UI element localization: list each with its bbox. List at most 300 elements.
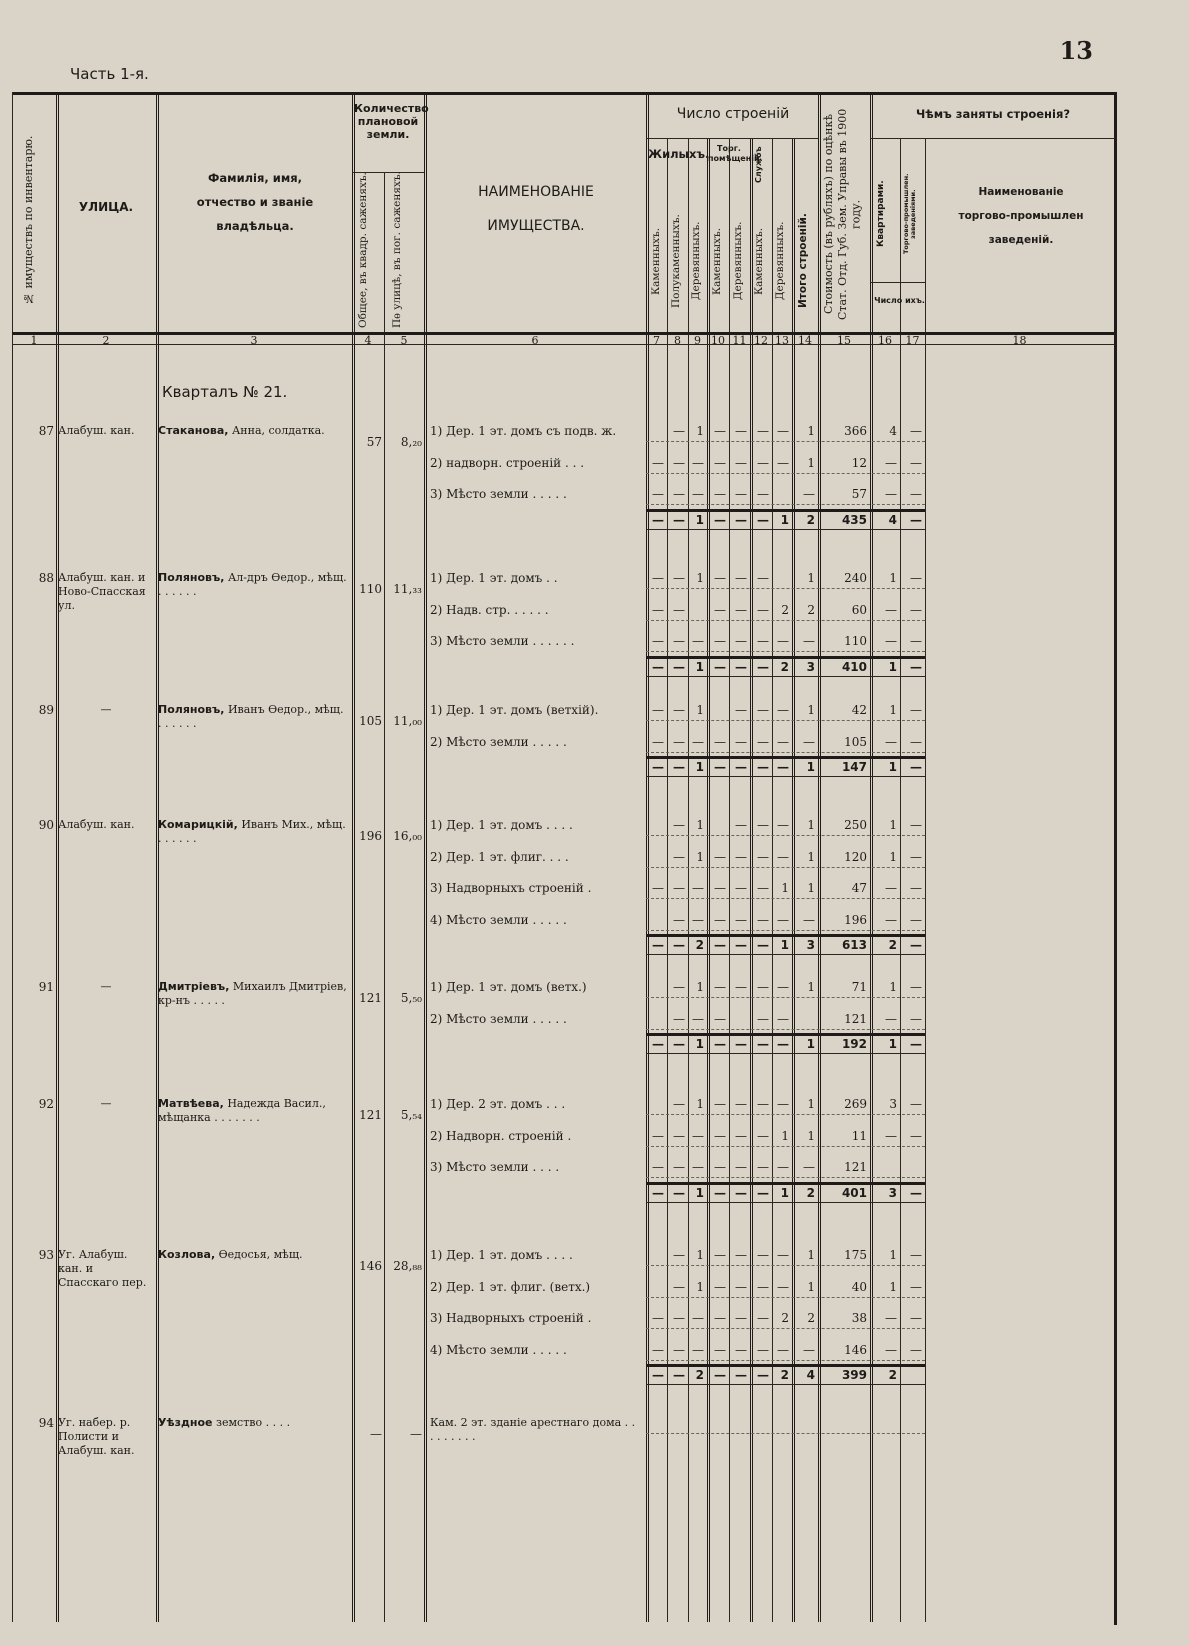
total-c7: — [652, 938, 664, 952]
cell-c15: 57 [851, 487, 867, 501]
entry-street: — [100, 703, 112, 716]
cell-c17: — [910, 1311, 922, 1325]
land-total: 121 [359, 1108, 382, 1122]
total-c14: 2 [806, 1185, 815, 1200]
total-c11: — [735, 512, 747, 527]
land-total: 196 [359, 829, 382, 843]
cell-c14: — [803, 634, 815, 648]
property-item: 2) надворн. строеній . . . [430, 455, 585, 470]
total-c11: — [735, 1185, 747, 1200]
total-c16: 2 [888, 938, 897, 952]
cell-c16: 1 [889, 1248, 897, 1262]
item-underline [646, 1146, 925, 1147]
item-underline [646, 1177, 925, 1178]
cell-c11: — [735, 703, 747, 717]
owner-surname: Поляновъ, [158, 571, 225, 584]
total-c10: — [714, 938, 726, 952]
item-underline [646, 1265, 925, 1266]
cell-c12: — [757, 1342, 769, 1357]
total-c17: — [910, 760, 922, 774]
cell-c16: — [885, 734, 897, 749]
total-c13: 1 [780, 512, 789, 527]
cell-c15: 366 [844, 424, 867, 438]
total-c12: — [757, 1037, 769, 1051]
col-header-total-buildings: Итого строеній. [797, 213, 809, 309]
item-underline [646, 1297, 925, 1298]
col-header-trade-establishments: Торгово-промышлен. заведеніями. [902, 173, 918, 255]
land-street: 11,₃₃ [393, 582, 422, 596]
cell-c13: — [777, 849, 789, 864]
column-number: 1 [30, 334, 38, 347]
column-number: 17 [905, 334, 920, 347]
entry-number: 87 [38, 424, 54, 438]
total-c7: — [652, 1368, 664, 1382]
cell-c17: — [910, 1248, 922, 1262]
cell-c9: — [692, 912, 704, 927]
column-number: 7 [653, 334, 660, 347]
cell-c8: — [673, 424, 685, 438]
total-c9: 2 [695, 938, 704, 952]
property-item: 3) Надворныхъ строеній . [430, 1311, 592, 1325]
subtotal-bottom-rule [646, 676, 925, 677]
property-item: 1) Дер. 2 эт. домъ . . . [430, 1097, 566, 1111]
property-item: 1) Дер. 1 эт. домъ (ветхій). [430, 703, 599, 717]
cell-c12: — [757, 881, 769, 895]
cell-c14: 1 [807, 1248, 815, 1262]
subtotal-bottom-rule [646, 776, 925, 777]
cell-c17: — [910, 734, 922, 749]
item-underline [646, 997, 925, 998]
total-c11: — [735, 938, 747, 952]
cell-c16: — [885, 1311, 897, 1325]
total-c8: — [673, 659, 685, 674]
cell-c15: 146 [844, 1342, 867, 1357]
cell-c10: — [714, 980, 726, 994]
cell-c10: — [714, 849, 726, 864]
cell-c8: — [673, 1311, 685, 1325]
cell-c11: — [735, 849, 747, 864]
entry-number: 89 [38, 703, 54, 717]
property-item: Кам. 2 эт. зданіе арестнаго дома . . . . . . . . . [430, 1416, 636, 1443]
cell-c17: — [910, 571, 922, 585]
cell-c16: 1 [889, 1279, 897, 1294]
owner-surname: Стаканова, [158, 424, 229, 437]
cell-c12: — [757, 1160, 769, 1174]
column-number: 12 [754, 334, 768, 347]
cell-c10: — [714, 455, 726, 470]
subtotal-rule [646, 1364, 925, 1367]
column-number: 5 [400, 334, 408, 347]
cell-c14: 1 [807, 818, 815, 832]
cell-c9: — [692, 634, 704, 648]
entry-owner [158, 703, 350, 731]
owner-details: земство . . . . [212, 1416, 291, 1429]
cell-c9: — [692, 487, 704, 501]
cell-c12: — [757, 849, 769, 864]
cell-c11: — [735, 1128, 747, 1143]
item-underline [646, 898, 925, 899]
cell-c13: — [777, 1342, 789, 1357]
item-underline [646, 504, 925, 505]
entry-owner [158, 1416, 350, 1430]
col-header-service: Службъ [754, 146, 763, 183]
cell-c14: — [803, 1160, 815, 1174]
cell-c15: 110 [844, 634, 867, 648]
cell-c15: 11 [851, 1128, 867, 1143]
column-number: 14 [798, 334, 812, 347]
owner-details: Иванъ Ѳедор., мѣщ. . . . . . . [158, 703, 344, 730]
entry-number: 90 [38, 818, 54, 832]
column-number: 10 [711, 334, 725, 347]
item-underline [646, 1029, 925, 1030]
item-underline [646, 1328, 925, 1329]
entry-street: Алабуш. кан. [58, 424, 135, 437]
property-item: 3) Надворныхъ строеній . [430, 881, 592, 895]
owner-details: Ал-дръ Ѳедор., мѣщ. . . . . . . [158, 571, 347, 598]
cell-c13: — [777, 703, 789, 717]
cell-c17: — [910, 703, 922, 717]
col-header-value: Стоимость (въ рубляхъ) по оцѣнкѣ Стат. Отд. Губ. Зем. Управы въ 1900 году. [822, 108, 863, 320]
cell-c17: — [910, 980, 922, 994]
col-header-occupancy: Чѣмъ заняты строенія? [916, 107, 1070, 121]
total-c11: — [735, 1368, 747, 1382]
total-c7: — [652, 760, 664, 774]
cell-c15: 269 [844, 1097, 867, 1111]
cell-c15: 38 [851, 1311, 867, 1325]
cell-c9: 1 [696, 571, 704, 585]
total-c16: 1 [888, 1037, 897, 1051]
cell-c16: 1 [889, 980, 897, 994]
entry-street: Алабуш. кан. [58, 818, 135, 831]
cell-c15: 60 [851, 602, 867, 617]
cell-c9: — [692, 881, 704, 895]
total-c15: 410 [841, 659, 867, 674]
cell-c8: — [673, 602, 685, 617]
total-c15: 435 [841, 512, 867, 527]
cell-c10: — [714, 1160, 726, 1174]
property-item: 2) Надв. стр. . . . . . [430, 602, 549, 617]
cell-c11: — [735, 734, 747, 749]
cell-c16: — [885, 912, 897, 927]
entry-number: 93 [38, 1248, 54, 1262]
cell-c8: — [673, 634, 685, 648]
cell-c12: — [757, 1011, 769, 1026]
cell-c17: — [910, 849, 922, 864]
cell-c16: — [885, 487, 897, 501]
page-number: 13 [1059, 36, 1093, 65]
cell-c8: — [673, 455, 685, 470]
cell-c9: — [692, 1311, 704, 1325]
cell-c11: — [735, 424, 747, 438]
cell-c11: — [735, 455, 747, 470]
property-item: 1) Дер. 1 эт. домъ . . [430, 571, 558, 585]
owner-details: Надежда Васил., мѣщанка . . . . . . . [158, 1097, 326, 1124]
total-c14: 2 [806, 512, 815, 527]
cell-c11: — [735, 912, 747, 927]
total-c9: 1 [695, 512, 704, 527]
total-c7: — [652, 659, 664, 674]
ledger-page: 13 Часть 1-я. № имуществъ по инвентарю. УЛИЦА. Фамилія, имя, отчество и званіе владѣльца. Количество плановой земли. Общее, въ квадр. саженяхъ. Пѳ улицѣ, въ пог. саженяхъ. НАИМЕНОВАНІЕ ИМУЩЕСТВА. Число строеній Жилыхъ. Торг. помѣщеній. Службъ Каменныхъ. Полукаменныхъ. Деревянныхъ. Каменныхъ. Деревянныхъ. Каменныхъ. Деревянныхъ. Итого строеній. Стоимость (въ рубляхъ) по оцѣнкѣ Стат. Отд. Губ. Зем. Управы въ 1900 году. Чѣмъ заняты строенія? Квартирами. Торгово-промышлен. заведеніями. Число ихъ. Наименованіе торгово-промышлен заведеній. 1 2 3 4 5 6 7 8 9 10 11 12 13 14 15 16 17 18 Кварталъ № 21. 87 Алабуш. кан. Стаканова, Анна, солдатка. 57 8,₂₀ 1) Дер. 1 эт. домъ съ подв. ж. — 1 — — — — 1 366 4 — 2) надворн. строеній . . . — — — — — — — 1 12 — — 3) Мѣсто земли . . . . . — — — — — — — 57 — — — — 1 — — — 1 2 435 4 — 88 Алабуш. кан. и Ново-Спасская ул. Поляновъ, Ал-дръ Ѳедор., мѣщ. . . . . . . 110 11,₃₃ 1) Дер. 1 эт. домъ . . — — 1 — — — 1 240 1 — 2) Надв. стр. . . . . . — — — — — 2 2 60 — — 3) Мѣсто земли . . . . . . — — — — — — — — 110 — — — — 1 — — — 2 3 410 1 — 89 — Поляновъ, Иванъ Ѳедор., мѣщ. . . . . . . 105 11,₀₀ 1) Дер. 1 эт. домъ (ветхій). — — 1 — — — 1 42 1 — 2) Мѣсто земли . . . . . — — — — — — — — 105 — — — — 1 — — — — 1 147 1 — 90 Алабуш. кан. Комарицкій, Иванъ Мих., мѣщ. . . . . . . 196 16,₀₀ 1) Дер. 1 эт. домъ . . . . — 1 — — — 1 250 1 — 2) Дер. 1 эт. флиг. . . . — 1 — — — — 1 120 1 — 3) Надворныхъ строеній . — — — — — — 1 1 47 — — 4) Мѣсто земли . . . . . — — — — — — — 196 — — — — 2 — — — 1 3 613 2 — 91 — Дмитріевъ, Михаилъ Дмитріев, кр-нъ . . . . . 121 5,₅₀ 1) Дер. 1 эт. домъ (ветх.) — 1 — — — — 1 71 1 — 2) Мѣсто земли . . . . . — — — — — 121 — — — — 1 — — — — 1 192 1 — 92 — Матвѣева, Надежда Васил., мѣщанка . . . . . . . 121 5,₅₄ 1) Дер. 2 эт. домъ . . . — 1 — — — — 1 269 3 — 2) Надворн. строеній . — — — — — — 1 1 11 — — 3) Мѣсто земли . . . . — — — — — — — — 121 — — 1 — — — 1 2 401 3 — 93 Уг. Алабуш. кан. и Спасскаго пер. Козлова, Ѳедосья, мѣщ. 146 28,₈₈ 1) Дер. 1 эт. домъ . . . . — 1 — — — — 1 175 1 — 2) Дер. 1 эт. флиг. (ветх.) — 1 — — — — 1 40 1 — 3) Надворныхъ строеній . — — — — — — 2 2 38 — — 4) Мѣсто земли . . . . . — — — — — — — — 146 — — — — 2 — — — 2 4 399 2 94 Уг. набер. р. Полисти и Алабуш. кан. Уѣздное земство . . . . — — Кам. 2 эт. зданіе арестнаго дома . . . . . . . . . [0, 0, 1189, 1646]
cell-c7: — [652, 634, 664, 648]
col-header-commercial: Торг. помѣщеній. [708, 144, 763, 163]
cell-c15: 250 [844, 818, 867, 832]
cell-c12: — [757, 1279, 769, 1294]
total-c8: — [673, 1368, 685, 1382]
cell-c15: 121 [844, 1011, 867, 1026]
total-c9: 1 [695, 1185, 704, 1200]
cell-c12: — [757, 1311, 769, 1325]
subtotal-bottom-rule [646, 1384, 925, 1385]
cell-c8: — [673, 487, 685, 501]
cell-c16: 1 [889, 849, 897, 864]
cell-c16: — [885, 455, 897, 470]
total-c11: — [735, 760, 747, 774]
cell-c11: — [735, 980, 747, 994]
total-c9: 1 [695, 659, 704, 674]
cell-c10: — [714, 1248, 726, 1262]
cell-c7: — [652, 734, 664, 749]
total-c14: 4 [806, 1368, 815, 1382]
cell-c16: — [885, 1342, 897, 1357]
cell-c17: — [910, 1128, 922, 1143]
subtotal-rule [646, 1182, 925, 1185]
cell-c8: — [673, 912, 685, 927]
col-header-residential: Жилыхъ. [648, 147, 710, 161]
cell-c17: — [910, 1097, 922, 1111]
cell-c13: — [777, 1279, 789, 1294]
total-c17: — [910, 659, 922, 674]
cell-c15: 105 [844, 734, 867, 749]
entry-owner [158, 980, 350, 1008]
cell-c11: — [735, 1097, 747, 1111]
cell-c14: 1 [807, 1279, 815, 1294]
item-underline [646, 1360, 925, 1361]
entry-street: — [100, 1097, 112, 1110]
col-header-street-land: Пѳ улицѣ, въ пог. саженяхъ. [391, 171, 403, 328]
cell-c11: — [735, 634, 747, 648]
subtotal-bottom-rule [646, 1202, 925, 1203]
cell-c12: — [757, 571, 769, 585]
item-underline [646, 651, 925, 652]
cell-c12: — [757, 602, 769, 617]
item-underline [646, 867, 925, 868]
col-header-street: УЛИЦА. [78, 200, 134, 214]
cell-c13: 2 [781, 602, 789, 617]
owner-details: Ѳедосья, мѣщ. [215, 1248, 303, 1261]
owner-details: Иванъ Мих., мѣщ. . . . . . . [158, 818, 346, 845]
cell-c17: — [910, 1342, 922, 1357]
property-item: 2) Мѣсто земли . . . . . [430, 734, 567, 749]
cell-c10: — [714, 734, 726, 749]
cell-c13: 1 [781, 881, 789, 895]
total-c13: 1 [780, 938, 789, 952]
cell-c17: — [910, 634, 922, 648]
column-number: 9 [694, 334, 701, 347]
total-c12: — [757, 512, 769, 527]
cell-c9: 1 [696, 703, 704, 717]
col-header-buildings: Число строеній [676, 106, 790, 122]
total-c17: — [910, 512, 922, 527]
cell-c11: — [735, 1248, 747, 1262]
subtotal-rule [646, 509, 925, 512]
cell-c7: — [652, 703, 664, 717]
cell-c7: — [652, 881, 664, 895]
cell-c14: 1 [807, 980, 815, 994]
total-c14: 1 [806, 1037, 815, 1051]
total-c17: — [910, 938, 922, 952]
cell-c7: — [652, 1342, 664, 1357]
property-item: 3) Мѣсто земли . . . . . [430, 487, 567, 501]
cell-c13: — [777, 1160, 789, 1174]
total-c16: 3 [888, 1185, 897, 1200]
cell-c16: 4 [889, 424, 897, 438]
cell-c16: — [885, 881, 897, 895]
land-street: 5,₅₀ [400, 991, 422, 1005]
cell-c9: 1 [696, 980, 704, 994]
item-underline [646, 441, 925, 442]
item-underline [646, 588, 925, 589]
total-c12: — [757, 1368, 769, 1382]
subtotal-bottom-rule [646, 1053, 925, 1054]
land-street: 11,₀₀ [393, 714, 422, 728]
cell-c16: 3 [889, 1097, 897, 1111]
cell-c9: 1 [696, 849, 704, 864]
cell-c14: 1 [807, 424, 815, 438]
entry-street: — [100, 980, 112, 993]
cell-c12: — [757, 980, 769, 994]
cell-c8: — [673, 571, 685, 585]
column-number: 2 [102, 334, 110, 347]
land-total: 146 [359, 1259, 382, 1273]
cell-c16: 1 [889, 703, 897, 717]
cell-c7: — [652, 602, 664, 617]
total-c10: — [714, 659, 726, 674]
cell-c13: 2 [781, 1311, 789, 1325]
total-c14: 3 [806, 938, 815, 952]
cell-c15: 42 [851, 703, 867, 717]
cell-c11: — [735, 602, 747, 617]
total-c10: — [714, 1185, 726, 1200]
total-c17: — [910, 1185, 922, 1200]
owner-surname: Комарицкій, [158, 818, 238, 831]
land-total: — [370, 1427, 382, 1441]
total-c17: — [910, 1037, 922, 1051]
cell-c17: — [910, 818, 922, 832]
cell-c13: — [777, 1248, 789, 1262]
total-c14: 1 [806, 760, 815, 774]
item-underline [646, 930, 925, 931]
item-underline [646, 720, 925, 721]
cell-c7: — [652, 1128, 664, 1143]
cell-c10: — [714, 1311, 726, 1325]
cell-c14: — [803, 912, 815, 927]
cell-c12: — [757, 634, 769, 648]
owner-details: Анна, солдатка. [228, 424, 325, 437]
property-item: 2) Дер. 1 эт. флиг. . . . [430, 849, 569, 864]
column-number: 15 [837, 334, 851, 347]
total-c9: 1 [695, 760, 704, 774]
cell-c14: — [803, 1342, 815, 1357]
col-header-property: НАИМЕНОВАНІЕ ИМУЩЕСТВА. [478, 184, 594, 234]
column-number: 6 [531, 334, 539, 347]
total-c15: 401 [841, 1185, 867, 1200]
cell-c8: — [673, 849, 685, 864]
entry-number: 92 [38, 1097, 54, 1111]
cell-c10: — [714, 881, 726, 895]
cell-c14: 1 [807, 1097, 815, 1111]
item-underline [646, 1433, 925, 1434]
total-c7: — [652, 1185, 664, 1200]
cell-c16: — [885, 1128, 897, 1143]
owner-surname: Поляновъ, [158, 703, 225, 716]
cell-c10: — [714, 424, 726, 438]
total-c10: — [714, 1368, 726, 1382]
column-number: 4 [364, 334, 372, 347]
cell-c13: — [777, 818, 789, 832]
cell-c12: — [757, 1097, 769, 1111]
total-c13: 2 [780, 659, 789, 674]
cell-c15: 40 [851, 1279, 867, 1294]
cell-c16: — [885, 602, 897, 617]
cell-c15: 12 [851, 455, 867, 470]
cell-c9: 1 [696, 1248, 704, 1262]
cell-c12: — [757, 424, 769, 438]
cell-c17: — [910, 602, 922, 617]
cell-c9: — [692, 1342, 704, 1357]
cell-c11: — [735, 1342, 747, 1357]
cell-c10: — [714, 912, 726, 927]
cell-c17: — [910, 455, 922, 470]
cell-c10: — [714, 1279, 726, 1294]
total-c12: — [757, 760, 769, 774]
cell-c9: — [692, 1128, 704, 1143]
item-underline [646, 620, 925, 621]
total-c14: 3 [806, 659, 815, 674]
property-item: 4) Мѣсто земли . . . . . [430, 1342, 567, 1357]
total-c10: — [714, 1037, 726, 1051]
cell-c8: — [673, 980, 685, 994]
cell-c13: — [777, 455, 789, 470]
cell-c10: — [714, 1342, 726, 1357]
entry-number: 91 [38, 980, 54, 994]
item-underline [646, 752, 925, 753]
cell-c15: 71 [851, 980, 867, 994]
property-item: 2) Мѣсто земли . . . . . [430, 1011, 567, 1026]
cell-c9: — [692, 1011, 704, 1026]
cell-c15: 47 [851, 881, 867, 895]
subtotal-rule [646, 1033, 925, 1036]
col-header-total-land: Общее, въ квадр. саженяхъ. [357, 172, 369, 328]
total-c15: 192 [841, 1037, 867, 1051]
total-c13: 2 [780, 1368, 789, 1382]
total-c16: 4 [888, 512, 897, 527]
land-street: 28,₈₈ [393, 1259, 422, 1273]
cell-c8: — [673, 1097, 685, 1111]
total-c9: 2 [695, 1368, 704, 1382]
column-number: 11 [732, 334, 747, 347]
cell-c7: — [652, 571, 664, 585]
part-label: Часть 1-я. [70, 65, 149, 83]
total-c12: — [757, 1185, 769, 1200]
total-c13: 1 [780, 1185, 789, 1200]
cell-c13: — [777, 912, 789, 927]
column-number: 3 [250, 334, 258, 347]
cell-c9: — [692, 734, 704, 749]
cell-c8: — [673, 703, 685, 717]
land-street: 8,₂₀ [400, 435, 422, 449]
cell-c8: — [673, 1279, 685, 1294]
total-c7: — [652, 1037, 664, 1051]
